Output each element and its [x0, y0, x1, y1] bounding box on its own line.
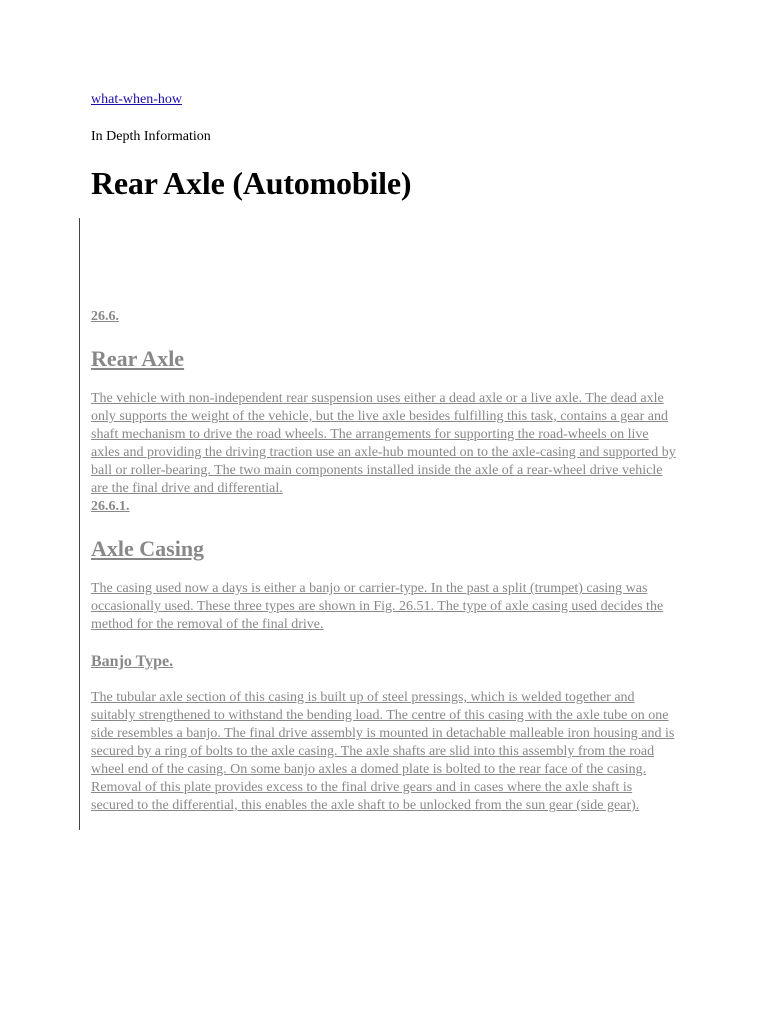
left-margin-rule [79, 218, 80, 830]
paragraph-banjo-type[interactable]: The tubular axle section of this casing is built up of steel pressings, which is welded together and suitably strengthened to withstand the bending load. The centre of this casing with the axle tube on one side resembles a banjo. The final drive assembly is mounted in detachable malleable iron housing and is secured by a ring of bolts to the axle casing. The axle shafts are slid into this assembly from the road wheel end of the casing. On some banjo axles a domed plate is bolted to the rear face of the casing. Removal of this plate provides excess to the final drive gears and in cases where the axle shaft is secured to the differential, this enables the axle shaft to be unlocked from the sun gear (side gear). [91, 690, 675, 813]
heading-banjo-type[interactable]: Banjo Type. [91, 653, 174, 670]
section-number-rear-axle[interactable]: 26.6. [91, 309, 119, 324]
paragraph-axle-casing[interactable]: The casing used now a days is either a banjo or carrier-type. In the past a split (trumpet) casing was occasionally used. These three types are shown in Fig. 26.51. The type of axle casing used decides the method for the removal of the final drive. [91, 581, 664, 632]
heading-axle-casing[interactable]: Axle Casing [91, 536, 205, 561]
article-body [91, 308, 677, 815]
site-home-link[interactable]: what-when-how [91, 92, 182, 107]
page-title: Rear Axle (Automobile) [91, 165, 412, 201]
paragraph-rear-axle[interactable]: The vehicle with non-independent rear suspension uses either a dead axle or a live axle. The dead axle only supports the weight of the vehicle, but the live axle besides fulfilling this task, contains a gear and shaft mechanism to drive the road wheels. The arrangements for supporting the road-wheels on live axles and providing the driving traction use an axle-hub mounted on to the axle-casing and supported by ball or roller-bearing. The two main components installed inside the axle of a rear-wheel drive vehicle are the final drive and differential. [91, 391, 676, 496]
section-number-axle-casing[interactable]: 26.6.1. [91, 499, 130, 514]
page-eyebrow: In Depth Information [91, 129, 211, 144]
heading-rear-axle[interactable]: Rear Axle [91, 346, 185, 371]
